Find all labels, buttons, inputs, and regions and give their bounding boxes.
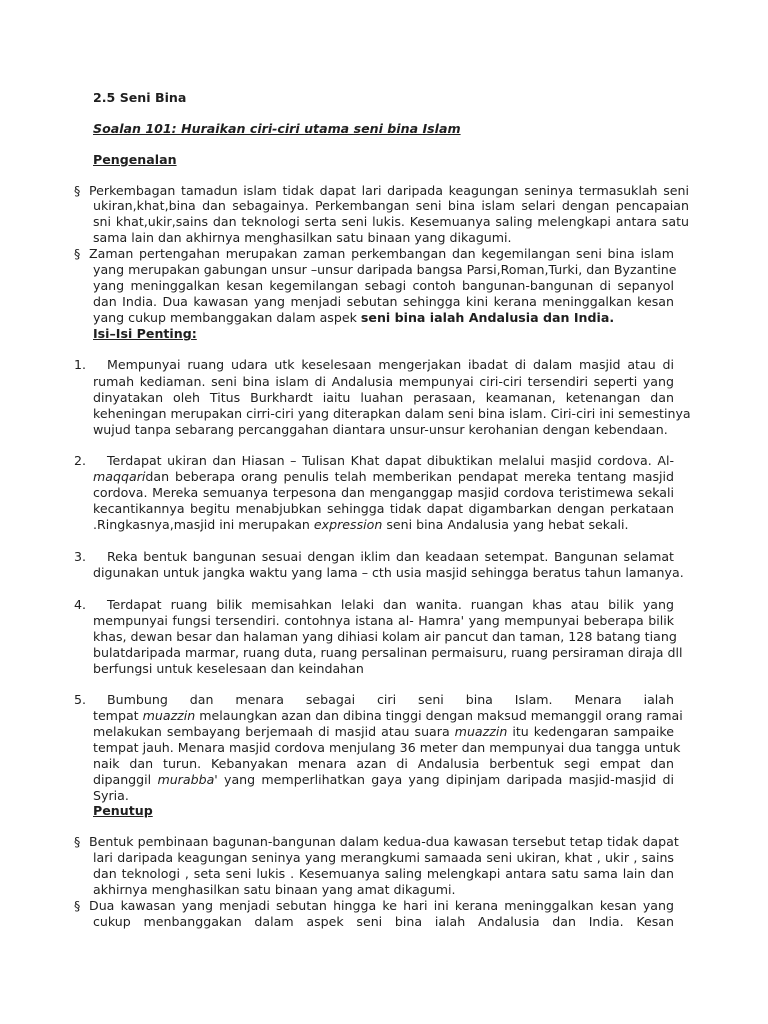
point-5-line-6-a: dipanggil [93,772,158,787]
point-5-line-3-italic: muazzin [454,724,508,739]
closing-b1-line-3: dan teknologi , seta seni lukis . Kesemuanya saling melengkapi antara satu sama lain dan [93,866,674,881]
intro-b1-line-1: Perkembagan tamadun islam tidak dapat lari daripada keagungan seninya termasuklah seni [89,183,689,198]
point-5-line-3-b: itu kedengaran sampaike [507,724,674,739]
bullet-marker: § [74,834,81,849]
intro-b2-line-1: Zaman pertengahan merupakan zaman perkembangan dan kegemilangan seni bina islam [89,246,674,261]
point-3-line-1: Reka bentuk bangunan sesuai dengan iklim dan keadaan setempat. Bangunan selamat [107,549,674,564]
point-2-line-3: cordova. Mereka semuanya terpesona dan menganggap masjid cordova teristimewa sekali [93,485,674,500]
intro-b2-line-5 [93,310,614,325]
point-1-line-3: dinyatakan oleh Titus Burkhardt iaitu luahan perasaan, keamanan, ketenangan dan [93,390,674,405]
intro-b2-line-4: dan India. Dua kawasan yang menjadi sebutan sehingga kini kerana meninggalkan kesan [93,294,674,309]
author-name: maqqari [93,469,146,484]
point-2-line-5-italic: expression [313,517,383,532]
closing-b1-line-1: Bentuk pembinaan bagunan-bangunan dalam kedua-dua kawasan tersebut tetap tidak dapat [89,834,679,849]
point-4-line-3: khas, dewan besar dan halaman yang dihiasi kolam air pancut dan taman, 128 batang tiang [93,629,677,644]
point-2-line-2-text: dan beberapa orang penulis telah memberikan pendapat mereka tentang masjid [145,469,674,484]
point-5-line-5: naik dan turun. Kebanyakan menara azan di Andalusia berbentuk segi empat dan [93,756,674,771]
section-title: 2.5 Seni Bina [93,90,187,105]
point-4-line-1: Terdapat ruang bilik memisahkan lelaki dan wanita. ruangan khas atau bilik yang [107,597,674,612]
point-4-line-5: berfungsi untuk keselesaan dan keindahan [93,661,364,676]
intro-b1-line-3: sni khat,ukir,sains dan teknologi serta seni lukis. Kesemuanya saling melengkapi antara satu [93,214,689,229]
bullet-marker: § [74,183,81,198]
intro-b2-plain: yang cukup membanggakan dalam aspek [93,310,361,325]
point-number: 1. [74,357,87,372]
closing-b2-line-2: cukup menbanggakan dalam aspek seni bina ialah Andalusia dan India. Kesan [93,914,674,929]
point-number: 2. [74,453,87,468]
point-5-line-6 [93,772,674,787]
point-5-line-2 [93,708,683,723]
point-5-line-2-b: melaungkan azan dan dibina tinggi dengan maksud memanggil orang ramai [195,708,683,723]
point-1-line-5: wujud tanpa sebarang percanggahan diantara unsur-unsur kerohanian dengan kebendaan. [93,422,668,437]
point-5-line-6-b: yang memperlihatkan gaya yang dipinjam daripada masjid-masjid di [217,772,674,787]
point-2-line-5 [93,517,629,532]
point-5-line-4: tempat jauh. Menara masjid cordova menjulang 36 meter dan mempunyai dua tangga untuk [93,740,681,755]
point-5-line-7: Syria. [93,788,129,803]
point-5-line-2-a: tempat [93,708,143,723]
point-4-line-4: bulatdaripada marmar, ruang duta, ruang persalinan permaisuru, ruang persiraman diraja dll [93,645,683,660]
point-5-line-2-italic: muazzin [142,708,196,723]
point-5-line-3 [93,724,674,739]
point-1-line-2: rumah kediaman. seni bina islam di Andalusia mempunyai ciri-ciri tersendiri seperti yang [93,374,674,389]
point-2-line-5-b: seni bina Andalusia yang hebat sekali. [382,517,629,532]
closing-b2-line-1: Dua kawasan yang menjadi sebutan hingga ke hari ini kerana meninggalkan kesan yang [89,898,674,913]
point-5-line-3-a: melakukan sembayang berjemaah di masjid atau suara [93,724,455,739]
intro-b1-line-4: sama lain dan akhirnya menghasilkan satu binaan yang dikagumi. [93,230,512,245]
closing-b1-line-2: lari daripada keagungan seninya yang merangkumi samaada seni ukiran, khat , ukir , sains [93,850,674,865]
point-2-line-4: kecantikannya begitu menabjubkan sehingga tidak dapat digambarkan dengan perkataan [93,501,674,516]
closing-b1-line-4: akhirnya menghasilkan satu binaan yang amat dikagumi. [93,882,456,897]
bullet-marker: § [74,246,81,261]
point-5-line-6-italic: murabba' [157,772,218,787]
intro-b1-line-2: ukiran,khat,bina dan sebagainya. Perkembangan seni bina islam selari dengan pencapaian [93,198,689,213]
point-number: 4. [74,597,87,612]
intro-b2-line-3: yang meninggalkan kesan kegemilangan sebagi contoh bangunan-bangunan di sepanyol [93,278,674,293]
intro-b2-bold: seni bina ialah Andalusia dan India. [360,310,615,325]
point-1-line-4: keheningan merupakan cirri-ciri yang diterapkan dalam seni bina islam. Ciri-ciri ini semestinya [93,406,691,421]
point-2-line-5-a: .Ringkasnya,masjid ini merupakan [93,517,314,532]
point-4-line-2: mempunyai fungsi tersendiri. contohnya istana al- Hamra' yang mempunyai beberapa bilik [93,613,674,628]
intro-heading: Pengenalan [93,152,177,167]
point-5-line-1: Bumbung dan menara sebagai ciri seni bina Islam. Menara ialah [107,692,674,707]
content-heading: Isi–Isi Penting: [93,326,197,341]
closing-heading: Penutup [93,803,153,818]
point-number: 5. [74,692,87,707]
intro-b2-line-2: yang merupakan gabungan unsur –unsur daripada bangsa Parsi,Roman,Turki, dan Byzantine [93,262,677,277]
point-2-line-1: Terdapat ukiran dan Hiasan – Tulisan Khat dapat dibuktikan melalui masjid cordova. Al- [107,453,674,468]
question-heading: Soalan 101: Huraikan ciri-ciri utama seni bina Islam [93,121,461,136]
point-1-line-1: Mempunyai ruang udara utk keselesaan mengerjakan ibadat di dalam masjid atau di [107,357,674,372]
point-number: 3. [74,549,87,564]
point-3-line-2: digunakan untuk jangka waktu yang lama – cth usia masjid sehingga beratus tahun lamanya. [93,565,684,580]
bullet-marker: § [74,898,81,913]
point-2-line-2 [93,469,674,484]
